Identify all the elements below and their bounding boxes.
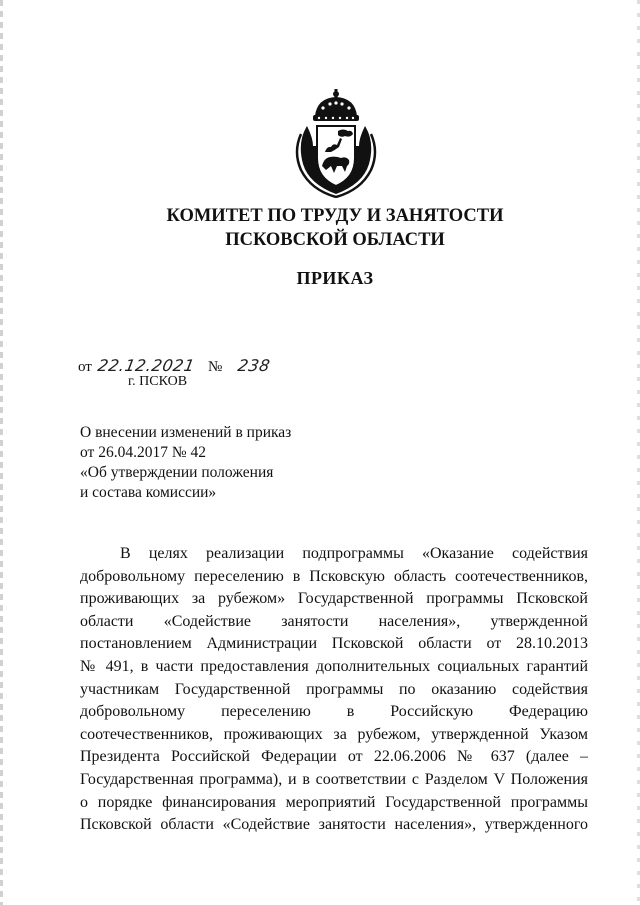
number-sign: № bbox=[207, 359, 223, 375]
organization-name-line2: ПСКОВСКОЙ ОБЛАСТИ bbox=[225, 230, 445, 250]
body-line: области «Содействие занятости населения», утвержденной bbox=[80, 612, 588, 630]
subject-line: и состава комиссии» bbox=[80, 484, 217, 501]
body-line: № 491, в части предоставления дополнительных социальных гарантий bbox=[80, 657, 588, 675]
body-line: проживающих за рубежом» Государственной программы Псковской bbox=[80, 590, 588, 608]
body-line: Президента Российской Федерации от 22.06.2006 № 637 (далее – bbox=[80, 748, 588, 766]
body-line: участникам Государственной программы по оказанию содействия bbox=[80, 680, 588, 698]
body-line: постановлением Администрации Псковской области от 28.10.2013 bbox=[80, 635, 588, 653]
date-number-line bbox=[78, 356, 272, 376]
document-type: ПРИКАЗ bbox=[296, 268, 374, 288]
subject-line: «Об утверждении положения bbox=[80, 464, 274, 481]
subject-line: О внесении изменений в приказ bbox=[80, 424, 292, 441]
body-paragraph bbox=[80, 543, 588, 837]
body-line: соотечественников, проживающих за рубежом, утвержденной Указом bbox=[80, 725, 588, 743]
city: г. ПСКОВ bbox=[128, 374, 188, 389]
body-line: о порядке финансирования мероприятий Государственной программы bbox=[80, 793, 588, 811]
organization-name bbox=[100, 204, 570, 252]
order-date: 22.12.2021 bbox=[95, 356, 196, 375]
order-number: 238 bbox=[236, 356, 272, 375]
order-subject bbox=[80, 423, 291, 503]
body-line: Псковской области «Содействие занятости населения», утвержденного bbox=[80, 816, 588, 834]
organization-name-line1: КОМИТЕТ ПО ТРУДУ И ЗАНЯТОСТИ bbox=[166, 206, 504, 226]
body-line: В целях реализации подпрограммы «Оказание содействия bbox=[120, 545, 588, 562]
pskov-coat-of-arms-icon bbox=[293, 86, 379, 198]
body-line: Государственная программа), и в соответствии с Разделом V Положения bbox=[80, 770, 588, 788]
scan-edge-left bbox=[0, 0, 3, 905]
date-prefix: от bbox=[78, 359, 92, 375]
subject-line: от 26.04.2017 № 42 bbox=[80, 444, 206, 461]
body-line: добровольному переселению в Российскую Федерацию bbox=[80, 703, 588, 721]
body-line: добровольному переселению в Псковскую область соотечественников, bbox=[80, 567, 588, 585]
